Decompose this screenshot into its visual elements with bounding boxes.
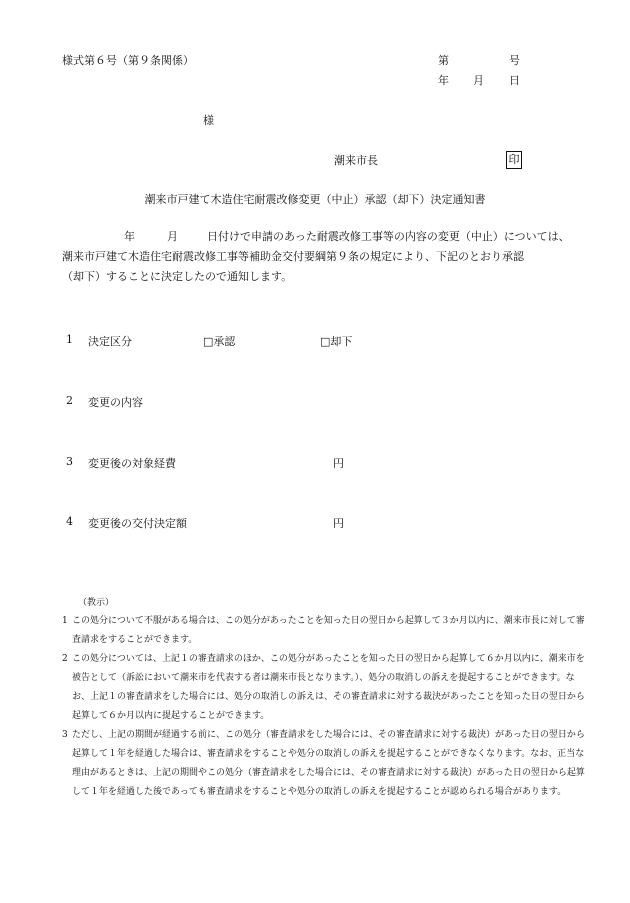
item-1-number: 1 (66, 333, 73, 346)
intro-month: 月 (167, 230, 178, 243)
note-number: 2 (62, 654, 68, 664)
item-4-unit: 円 (333, 517, 344, 530)
seal-mark: 印 (506, 151, 522, 169)
note-item (62, 612, 586, 650)
item-4-label: 変更後の交付決定額 (88, 517, 187, 530)
intro-line1: 日付けで申請のあった耐震改修工事等の内容の変更（中止）については、 (207, 230, 570, 243)
intro-year: 年 (124, 230, 135, 243)
notes-heading: （教示） (78, 598, 115, 608)
date-day: 日 (509, 74, 520, 87)
note-text: この処分について不服がある場合は、この処分があったことを知った日の翌日から起算して３か月以内に、潮来市長に対して審査請求をすることができます。 (72, 616, 585, 645)
item-2-number: 2 (66, 394, 73, 407)
note-item (62, 650, 586, 726)
date-year: 年 (438, 74, 449, 87)
option-reject-checkbox[interactable]: □却下 (320, 335, 353, 348)
intro-paragraph (62, 227, 578, 287)
item-1-label: 決定区分 (88, 335, 132, 348)
note-text: この処分については、上記１の審査請求のほか、この処分があったことを知った日の翌日から起算して６か月以内に、潮来市を被告として（訴訟において潮来市を代表する者は潮来市長となります。）、処分の取消しの訴えを提起することができます。なお、上記１の審査請求をした場合には、処分の取消しの訴えは、その審査請求に対する裁決があったことを知った日の翌日から起算して６か月以内に提起することができます。 (72, 654, 585, 721)
recipient-suffix: 様 (203, 114, 214, 127)
item-2-label: 変更の内容 (88, 396, 143, 409)
doc-number-suffix: 号 (509, 54, 520, 67)
date-month: 月 (473, 74, 484, 87)
item-3-number: 3 (66, 455, 73, 468)
item-4-number: 4 (66, 515, 73, 528)
note-number: 3 (62, 730, 68, 740)
note-item (62, 726, 586, 802)
item-3-unit: 円 (333, 457, 344, 470)
notes-list (62, 612, 586, 802)
item-3-label: 変更後の対象経費 (88, 457, 176, 470)
note-text: ただし、上記の期間が経過する前に、この処分（審査請求をした場合には、その審査請求に対する裁決）があった日の翌日から起算して１年を経過した場合は、審査請求をすることや処分の取消しの訴えを提起することができなくなります。なお、正当な理由があるときは、上記の期間やこの処分（審査請求をした場合には、その審査請求に対する裁決）があった日の翌日から起算して１年を経過した後であっても審査請求をすることや処分の取消しの訴えを提起することが認められる場合があります。 (72, 730, 585, 797)
doc-number-prefix: 第 (438, 54, 449, 67)
document-title: 潮来市戸建て木造住宅耐震改修変更（中止）承認（却下）決定通知書 (144, 193, 486, 206)
note-number: 1 (62, 616, 68, 626)
intro-line3: （却下）することに決定したので通知します。 (62, 270, 293, 283)
intro-line2: 潮来市戸建て木造住宅耐震改修工事等補助金交付要綱第９条の規定により、下記のとおり承認 (62, 250, 524, 263)
form-number: 様式第６号（第９条関係） (62, 54, 194, 67)
option-approve-checkbox[interactable]: □承認 (203, 335, 236, 348)
issuer-name: 潮来市長 (334, 154, 378, 167)
